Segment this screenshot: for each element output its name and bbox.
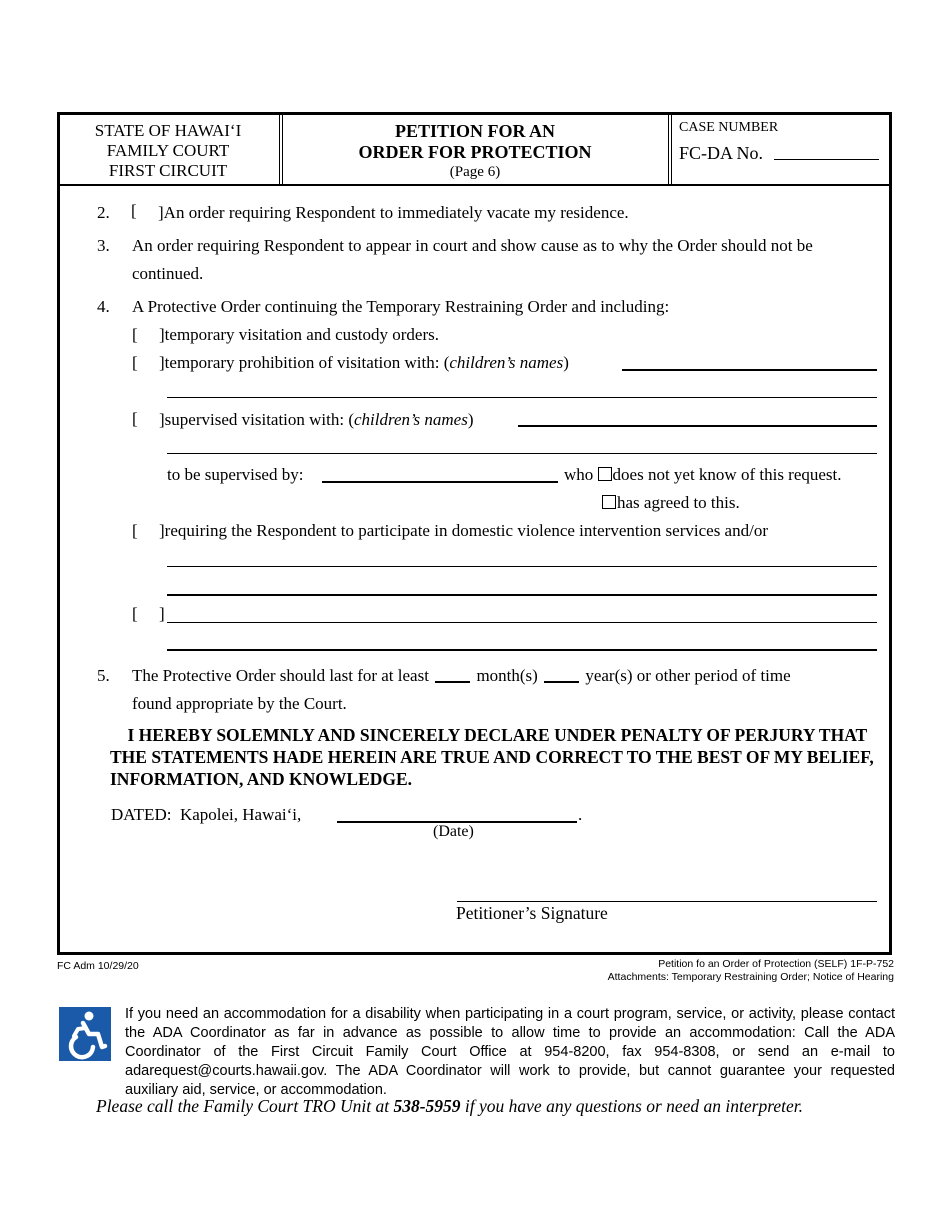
item2-text: ]An order requiring Respondent to immediately vacate my residence.: [158, 203, 629, 222]
signature-caption: Petitioner’s Signature: [456, 903, 608, 923]
checkbox-other[interactable]: [: [132, 604, 138, 623]
supervisor-status: who does not yet know of this request.: [564, 465, 842, 484]
item5-line1: The Protective Order should last for at least month(s) year(s) or other period of time: [132, 666, 791, 685]
other-field-2[interactable]: [167, 649, 877, 651]
dv-services-field-2[interactable]: [167, 594, 877, 596]
case-number-label: CASE NUMBER: [679, 120, 779, 135]
dated-line: DATED: Kapolei, Hawai‘i,: [111, 805, 302, 824]
document-title: PETITION FOR AN ORDER FOR PROTECTION (Page 6): [284, 121, 666, 182]
header-separator: [282, 115, 283, 185]
prohibition-children-field-2[interactable]: [167, 397, 877, 398]
dv-services-field[interactable]: [167, 566, 877, 567]
item5-line2: found appropriate by the Court.: [132, 694, 347, 713]
checkbox-agreed[interactable]: [602, 495, 616, 509]
checkbox-supervised[interactable]: [: [132, 409, 138, 428]
years-field[interactable]: [544, 681, 579, 683]
accessibility-icon: [59, 1007, 111, 1061]
supervised-children-field-2[interactable]: [167, 453, 877, 454]
supervised-children-field[interactable]: [518, 425, 877, 427]
perjury-declaration: I HEREBY SOLEMNLY AND SINCERELY DECLARE UNDER PENALTY OF PERJURY THAT THE STATEMENTS HADE HEREIN ARE TRUE AND CORRECT TO THE BEST OF MY BELIEF, INFORMATION, AND KNOWLEDGE.: [110, 725, 874, 789]
ada-notice: If you need an accommodation for a disability when participating in a court program, service, or activity, please contact the ADA Coordinator as far in advance as possible to allow time to provide an accommodation: Call the ADA Coordinator of the First Circuit Family Court Office at 954-8200, fax 954-8308, or send an e-mail to adarequest@courts.hawaii.gov. The ADA Coordinator will work to provide, but cannot guarantee your requested auxiliary aid, service, or accommodation.: [125, 1006, 895, 1098]
checkbox-not-yet-know[interactable]: [598, 467, 612, 481]
header-separator: [279, 115, 280, 185]
item4-intro: A Protective Order continuing the Temporary Restraining Order and including:: [132, 297, 670, 316]
header-separator: [668, 115, 669, 185]
checkbox-prohibition[interactable]: [: [132, 353, 138, 372]
prohibition-text: ]temporary prohibition of visitation with: (children’s names): [159, 353, 569, 372]
supervisor-field[interactable]: [322, 481, 558, 483]
court-name: STATE OF HAWAI‘I FAMILY COURT FIRST CIRCUIT: [94, 121, 242, 180]
header-separator: [671, 115, 672, 185]
checkbox-dv-services[interactable]: [: [132, 521, 138, 540]
form-date: FC Adm 10/29/20: [57, 960, 139, 972]
checkbox-visitation[interactable]: [: [132, 325, 138, 344]
case-number-field[interactable]: [774, 159, 879, 160]
other-field[interactable]: [167, 622, 877, 623]
supervised-by-label: to be supervised by:: [167, 465, 304, 484]
months-field[interactable]: [435, 681, 470, 683]
supervised-text: ]supervised visitation with: (children’s names): [159, 410, 474, 429]
visitation-text: ]temporary visitation and custody orders.: [159, 325, 439, 344]
form-id: Petition fo an Order of Protection (SELF) 1F-P-752 Attachments: Temporary Restraining Order; Notice of Hearing: [607, 958, 894, 983]
dv-services-text: ]requiring the Respondent to participate in domestic violence intervention services and/or: [159, 521, 768, 540]
item3-line1: An order requiring Respondent to appear in court and show cause as to why the Order should not be: [132, 236, 813, 255]
prohibition-children-field[interactable]: [622, 369, 877, 371]
page-label: (Page 6): [449, 164, 501, 180]
header-divider: [57, 184, 892, 186]
case-number-prefix: FC-DA No.: [679, 143, 764, 163]
tro-call-line: Please call the Family Court TRO Unit at 538-5959 if you have any questions or need an interpreter.: [96, 1096, 804, 1116]
supervisor-agreed: has agreed to this.: [602, 493, 740, 513]
signature-field[interactable]: [457, 901, 877, 902]
date-caption: (Date): [433, 823, 474, 840]
item3-line2: continued.: [132, 264, 204, 283]
checkbox-vacate[interactable]: [: [131, 201, 137, 220]
